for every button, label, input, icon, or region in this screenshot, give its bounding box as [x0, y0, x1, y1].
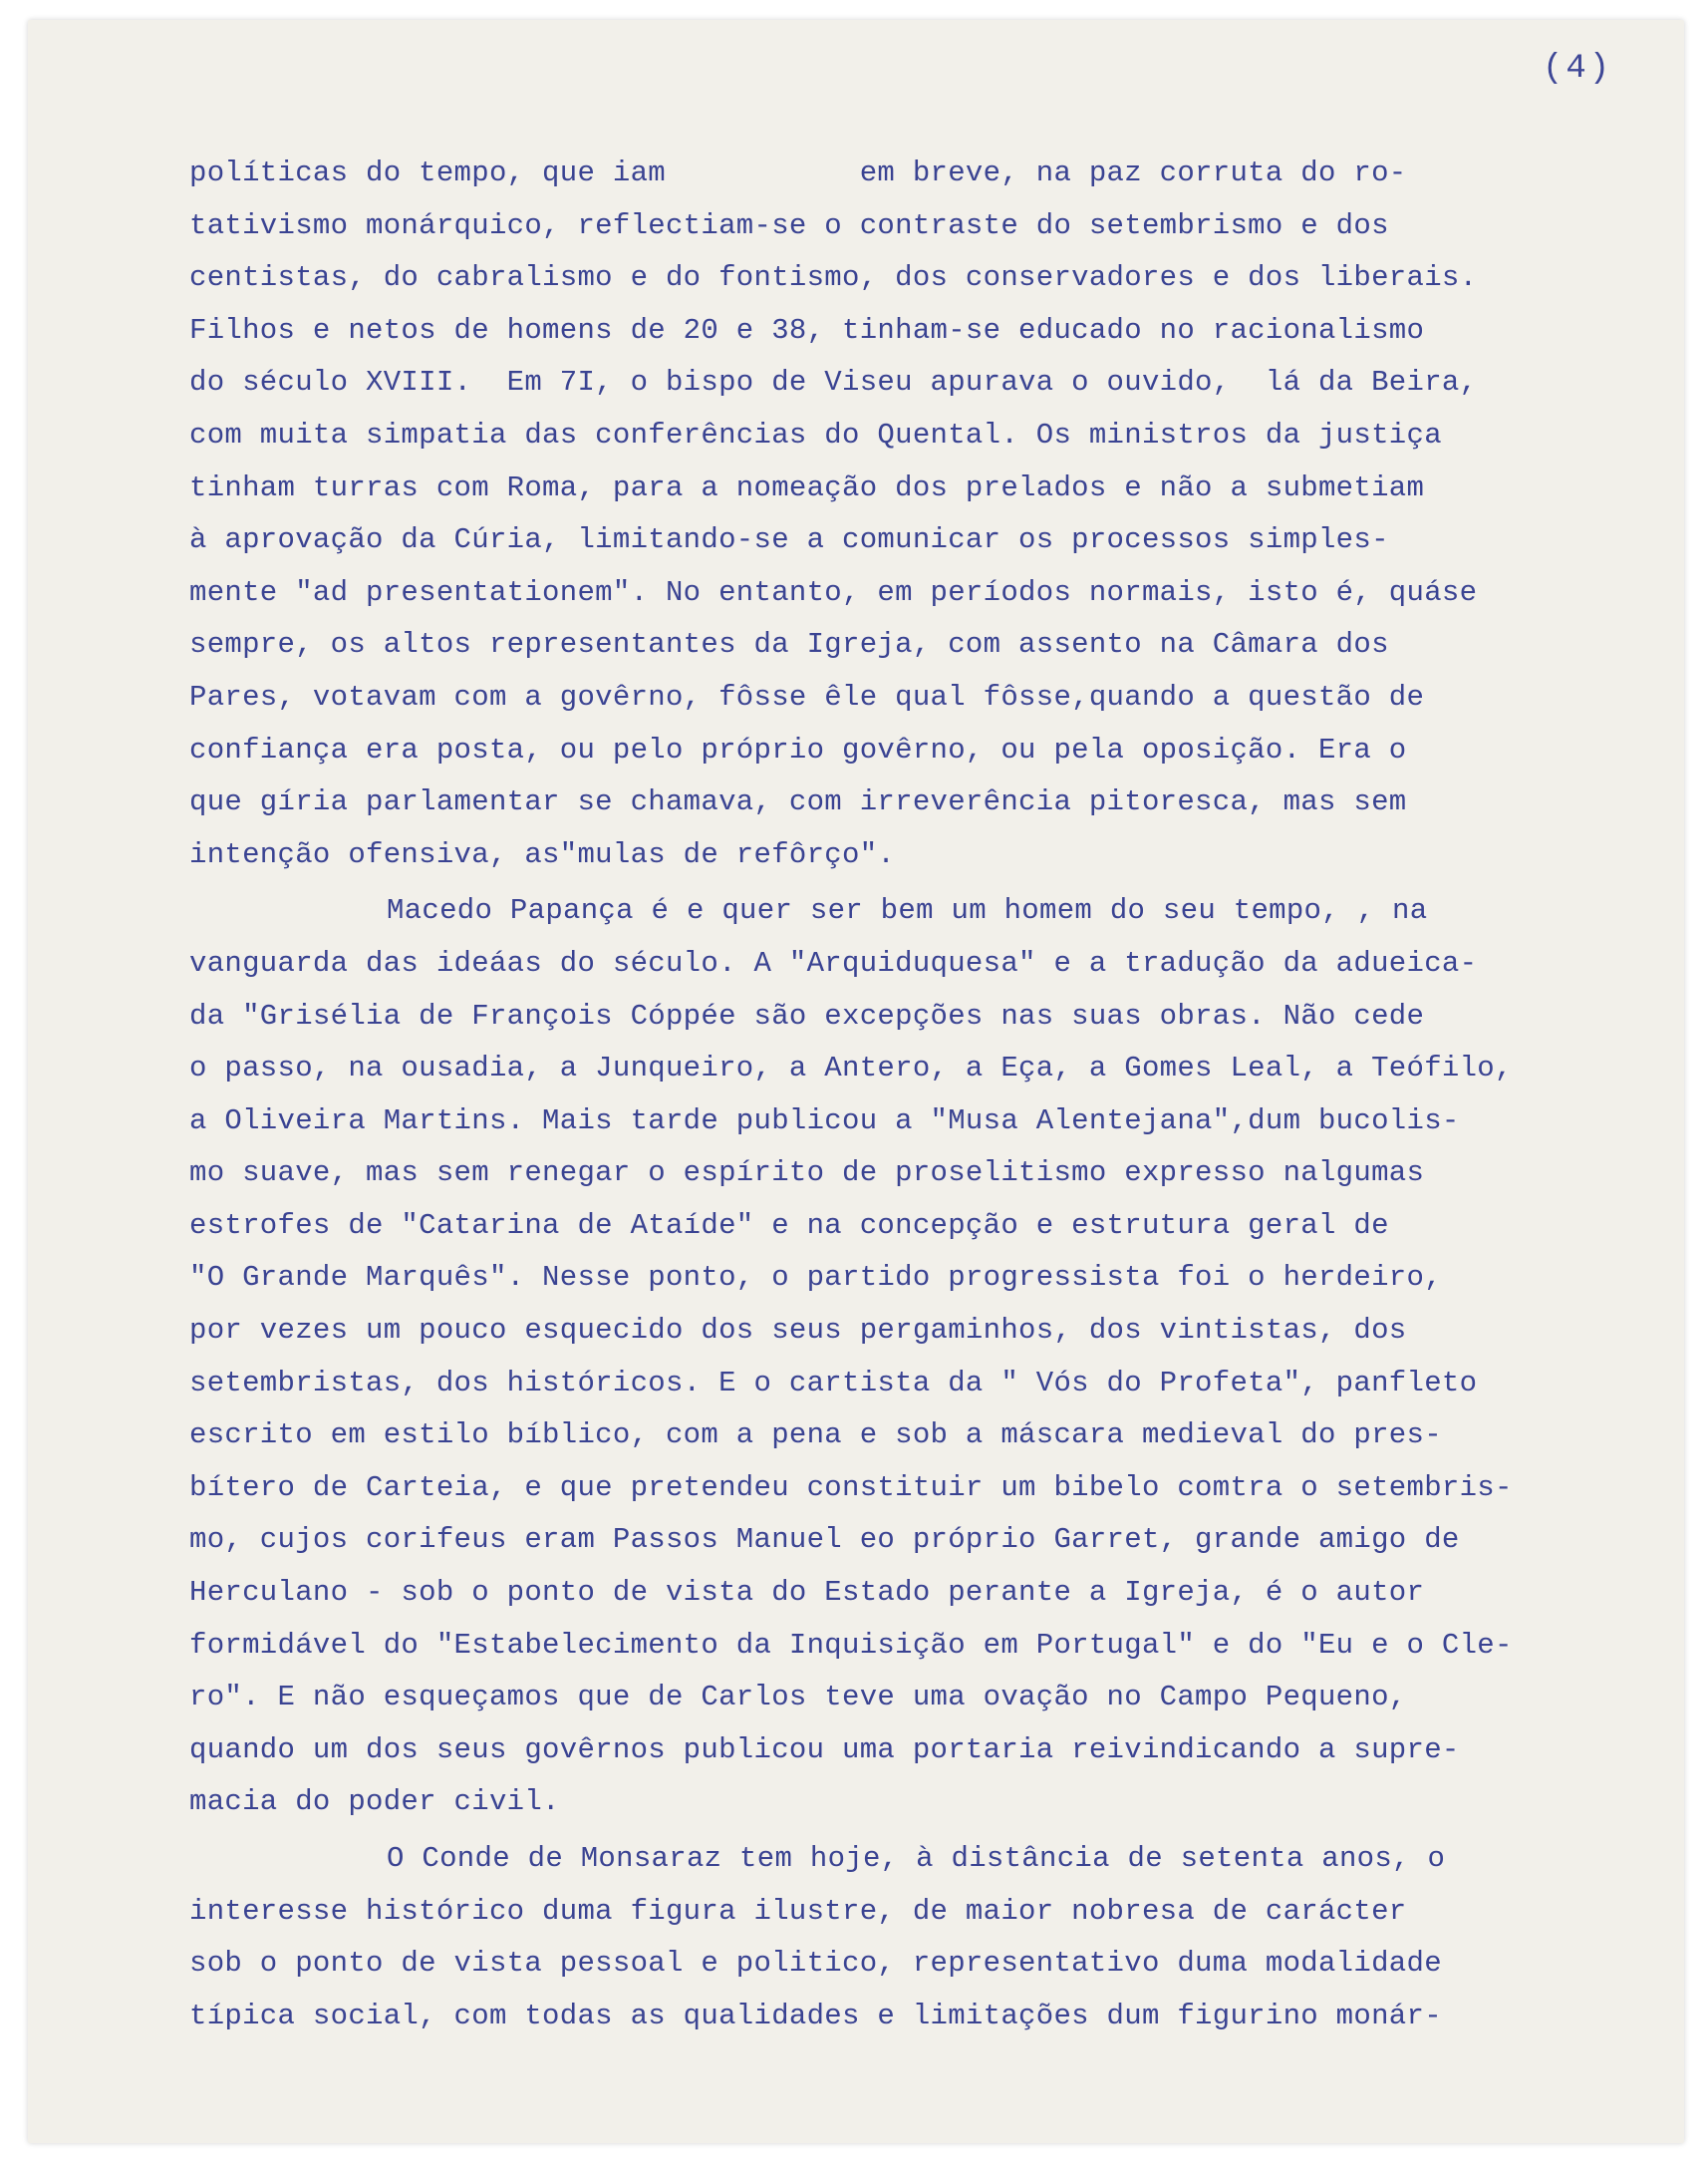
- text-line: formidável do "Estabelecimento da Inquisição em Portugal" e do "Eu e o Cle-: [189, 1628, 1513, 1662]
- text-line: mo suave, mas sem renegar o espírito de proselitismo expresso nalgumas: [189, 1156, 1425, 1190]
- text-line: políticas do tempo, que iam em breve, na paz corruta do ro-: [189, 156, 1407, 189]
- text-line: sob o ponto de vista pessoal e politico, representativo duma modalidade: [189, 1947, 1442, 1981]
- text-line: a Oliveira Martins. Mais tarde publicou a "Musa Alentejana",dum bucolis-: [189, 1103, 1460, 1137]
- text-line: interesse histórico duma figura ilustre, de maior nobresa de carácter: [189, 1894, 1407, 1928]
- body-text: [189, 148, 1664, 2042]
- text-line: vanguarda das ideáas do século. A "Arquiduquesa" e a tradução da adueica-: [189, 946, 1478, 980]
- text-line: sempre, os altos representantes da Igreja, com assento na Câmara dos: [189, 628, 1389, 662]
- text-line: típica social, com todas as qualidades e limitações dum figurino monár-: [189, 1999, 1442, 2032]
- text-line: confiança era posta, ou pelo próprio govêrno, ou pela oposição. Era o: [189, 733, 1407, 767]
- text-line: por vezes um pouco esquecido dos seus pergaminhos, dos vintistas, dos: [189, 1314, 1407, 1348]
- text-line: à aprovação da Cúria, limitando-se a comunicar os processos simples-: [189, 523, 1389, 557]
- text-line: intenção ofensiva, as"mulas de refôrço".: [189, 837, 896, 871]
- text-line: quando um dos seus govêrnos publicou uma portaria reivindicando a supre-: [189, 1732, 1460, 1766]
- text-line: com muita simpatia das conferências do Quental. Os ministros da justiça: [189, 418, 1442, 452]
- text-line: centistas, do cabralismo e do fontismo, dos conservadores e dos liberais.: [189, 261, 1478, 295]
- text-line: bítero de Carteia, e que pretendeu constituir um bibelo comtra o setembris-: [189, 1470, 1513, 1504]
- text-line: ro". E não esqueçamos que de Carlos teve uma ovação no Campo Pequeno,: [189, 1681, 1407, 1714]
- text-line: mo, cujos corifeus eram Passos Manuel eo próprio Garret, grande amigo de: [189, 1523, 1460, 1557]
- text-line: tativismo monárquico, reflectiam-se o contraste do setembrismo e dos: [189, 208, 1389, 242]
- text-line: do século XVIII. Em 7I, o bispo de Viseu apurava o ouvido, lá da Beira,: [189, 366, 1478, 400]
- text-line: Macedo Papança é e quer ser bem um homem do seu tempo, , na: [387, 894, 1428, 928]
- text-line: setembristas, dos históricos. E o cartista da " Vós do Profeta", panfleto: [189, 1366, 1478, 1399]
- text-line: tinham turras com Roma, para a nomeação dos prelados e não a submetiam: [189, 470, 1425, 504]
- text-line: estrofes de "Catarina de Ataíde" e na concepção e estrutura geral de: [189, 1208, 1389, 1242]
- typewritten-page: [28, 20, 1684, 2143]
- page-number: (4): [1543, 50, 1613, 88]
- text-line: "O Grande Marquês". Nesse ponto, o partido progressista foi o herdeiro,: [189, 1261, 1442, 1295]
- text-line: Filhos e netos de homens de 20 e 38, tinham-se educado no racionalismo: [189, 313, 1425, 347]
- text-line: Herculano - sob o ponto de vista do Estado perante a Igreja, é o autor: [189, 1576, 1425, 1610]
- text-line: macia do poder civil.: [189, 1785, 560, 1819]
- text-line: O Conde de Monsaraz tem hoje, à distância de setenta anos, o: [387, 1842, 1446, 1875]
- text-line: escrito em estilo bíblico, com a pena e sob a máscara medieval do pres-: [189, 1418, 1442, 1452]
- text-line: mente "ad presentationem". No entanto, em períodos normais, isto é, quáse: [189, 575, 1478, 609]
- text-line: Pares, votavam com a govêrno, fôsse êle qual fôsse,quando a questão de: [189, 680, 1425, 714]
- text-line: que gíria parlamentar se chamava, com irreverência pitoresca, mas sem: [189, 785, 1407, 819]
- text-line: o passo, na ousadia, a Junqueiro, a Antero, a Eça, a Gomes Leal, a Teófilo,: [189, 1052, 1513, 1086]
- text-line: da "Grisélia de François Cóppée são excepções nas suas obras. Não cede: [189, 999, 1425, 1033]
